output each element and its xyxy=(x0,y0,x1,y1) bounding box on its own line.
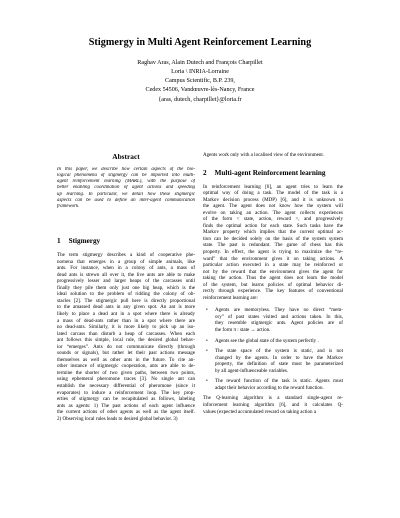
body-line: ior “emerges”. Ants do not communicate directly (through xyxy=(57,343,195,350)
body-line: stacles [2]. The stigmergic pull here is directly proportional xyxy=(57,297,195,304)
left-column xyxy=(57,152,195,422)
section-2-heading xyxy=(203,169,343,177)
body-line: ory” of past states visited and actions taken. In this, xyxy=(215,313,343,320)
body-line: inforcement learning algorithm [6], and it calculates Q- xyxy=(203,401,343,408)
body-line: dead ants is strewn all over it, the live ants are able to make xyxy=(57,271,195,278)
abstract-line: aspects can be used to define an inter-agent communication xyxy=(57,197,195,203)
body-line: progressively lesser and larger heaps of the carcasses until xyxy=(57,278,195,285)
body-line: adapt their behavior according to the reward function. xyxy=(215,384,324,391)
body-line: ward” that the environment gives it on taking actions. A xyxy=(203,255,343,262)
body-line: not by the reward that the environment gives the agent for xyxy=(203,268,343,275)
body-line: state. The past is redundant. The game of chess has this xyxy=(203,242,343,249)
abstract-line: up learning. In particular, we detail how these stigmergic xyxy=(57,191,195,197)
author-address-line-1: Campus Scientific, B.P. 239, xyxy=(165,78,235,85)
body-line: finds the optimal action for each state. Such tasks have the xyxy=(203,222,343,229)
body-line: Markov decision process (MDP) [6], and it is unknown to xyxy=(203,196,343,203)
section-1-heading xyxy=(57,237,195,245)
body-line: The Q-learning algorithm is a standard single-agent re- xyxy=(203,395,343,402)
body-line: nomena that emerges in a group of simple animals, like xyxy=(57,258,195,265)
section-2-body xyxy=(203,184,343,302)
list-item xyxy=(203,338,343,345)
abstract-line: agent reinforcement learning (MARL), with the purpose of xyxy=(57,179,195,185)
body-line: changed by the agents. In order to have the Markov xyxy=(215,354,343,361)
list-item xyxy=(203,378,343,391)
section-title: Multi-agent Reinforcement learning xyxy=(214,168,326,177)
body-line: evolve on taking an action. The agent collects experiences xyxy=(203,209,343,216)
bullet-icon: • xyxy=(206,307,208,314)
body-line: property. In effect, the agent is trying to maximize the “re- xyxy=(203,249,343,256)
body-line: Markov property which implies that the current optimal ac- xyxy=(203,229,343,236)
body-line: they resemble stigmergic ants. Agent policies are of xyxy=(215,320,343,327)
body-line: themselves as well as other ants in the future. To cite an- xyxy=(57,356,195,363)
abstract-body xyxy=(57,167,195,210)
abstract-line: framework. xyxy=(57,203,80,209)
section-1-body xyxy=(57,252,195,422)
body-line: ideal solution to the problem of ridding the colony of ob- xyxy=(57,291,195,298)
body-line: likely to place a dead ant in a spot where there is already xyxy=(57,311,195,318)
body-line: particular action executed in a state may be reinforced or xyxy=(203,262,343,269)
body-line: establish the necessary differential of pheromone (since it xyxy=(57,383,195,390)
body-line: other instance of stigmergic cooperation, ants are able to de- xyxy=(57,363,195,370)
body-line: values (expected accumulated reward on taking action a xyxy=(203,408,317,415)
body-line: sounds or signals), but rather let their past actions message xyxy=(57,350,195,357)
body-line: Agents see the global state of the system perfectly . xyxy=(215,337,319,344)
abstract-line: better enabling coordination of agent actions and speeding xyxy=(57,185,195,191)
body-line: property, the definition of state must be parameterized xyxy=(215,361,343,368)
right-intro xyxy=(203,152,343,159)
author-names: Raghav Aras, Alain Dutech and François Charpillet xyxy=(137,60,263,66)
body-line: The reward function of the task is static. Agents must xyxy=(215,378,343,385)
bullet-icon: • xyxy=(206,378,208,385)
section-number: 1 xyxy=(57,237,61,246)
right-column xyxy=(203,152,343,415)
body-line: ant follows this simple, local rule, the desired global behav- xyxy=(57,337,195,344)
body-line: the current actions of other agents as well as the agent itself. xyxy=(57,409,195,416)
body-line: of the system, but learns policies of optimal behavior di- xyxy=(203,281,343,288)
body-line: using ephemeral pheromone traces [3]. No single ant can xyxy=(57,376,195,383)
body-line: a mass of dead-ants rather than in a spot where there are xyxy=(57,317,195,324)
body-line: lated carcass than disturb a heap of carcasses. When each xyxy=(57,330,195,337)
list-item xyxy=(203,348,343,374)
body-line: tion can be decided solely on the basis of the system system xyxy=(203,235,343,242)
body-line: evaporates) to induce a reinforcement loop. The key prop- xyxy=(57,389,195,396)
body-line: to the amassed dead ants in any given spot. An ant is more xyxy=(57,304,195,311)
body-line: erties of stigmergy can be recapitulated as follows, labeling xyxy=(57,396,195,403)
body-line: Agents are memoryless. They have no direct “mem- xyxy=(215,307,343,314)
body-line: Agents work only with a localised view of the environment. xyxy=(203,152,325,158)
body-line: of the form < state, action, reward >, and progressively xyxy=(203,216,343,223)
body-line: The state space of the system is static, and is not xyxy=(215,348,343,355)
body-line: 2) Observing local rules leads to desired global behavior. 3) xyxy=(57,415,178,422)
body-line: ants as agents: 1) The past actions of each agent influence xyxy=(57,402,195,409)
author-address-line-2: Cedex 54506, Vandœuvre-lès-Nancy, France xyxy=(145,87,255,94)
abstract-line: logical phenomena of stigmergy can be imported into multi- xyxy=(57,173,195,179)
feature-list xyxy=(203,307,343,391)
body-line: rectly through experience. The key features of conventional xyxy=(203,288,343,295)
abstract-heading: Abstract xyxy=(112,152,140,161)
author-block xyxy=(0,59,400,105)
body-line: taking the action. Thus the agent does not learn the model xyxy=(203,275,343,282)
body-line: no dead-ants. Similarly, it is more likely to pick up an iso- xyxy=(57,324,195,331)
body-line: the agent. The agent does not know how the system will xyxy=(203,203,343,210)
section-number: 2 xyxy=(203,168,207,177)
paper-title: Stigmergy in Multi Agent Reinforcement Learning xyxy=(88,37,312,48)
section-title: Stigmergy xyxy=(68,237,101,246)
body-line: ants. For instance, when in a colony of ants, a mass of xyxy=(57,265,195,272)
author-affiliation: Loria \ INRIA-Lorraine xyxy=(171,69,229,76)
body-line: finally they pile them only just one big heap, which is the xyxy=(57,284,195,291)
body-line: termine the shorter of two given paths, between two points, xyxy=(57,369,195,376)
body-line: the form π : state → action. xyxy=(215,327,271,334)
list-item xyxy=(203,307,343,333)
bullet-icon: • xyxy=(206,337,208,344)
body-line: In reinforcement learning [6], an agent tries to learn the xyxy=(203,183,343,190)
body-line: by all agent-influenceable variables. xyxy=(215,367,289,374)
body-line: reinforcement learning are: xyxy=(203,294,258,301)
body-line: The term stigmergy describes a kind of cooperative phe- xyxy=(57,252,195,259)
abstract-line: In this paper, we describe how certain aspects of the bio- xyxy=(57,167,195,172)
author-emails: {aras, dutech, charpillet}@loria.fr xyxy=(158,96,242,103)
bullet-icon: • xyxy=(206,348,208,355)
body-line: optimal way of doing a task. The model of the task is a xyxy=(203,190,343,197)
section-2-body-continued xyxy=(203,395,343,415)
